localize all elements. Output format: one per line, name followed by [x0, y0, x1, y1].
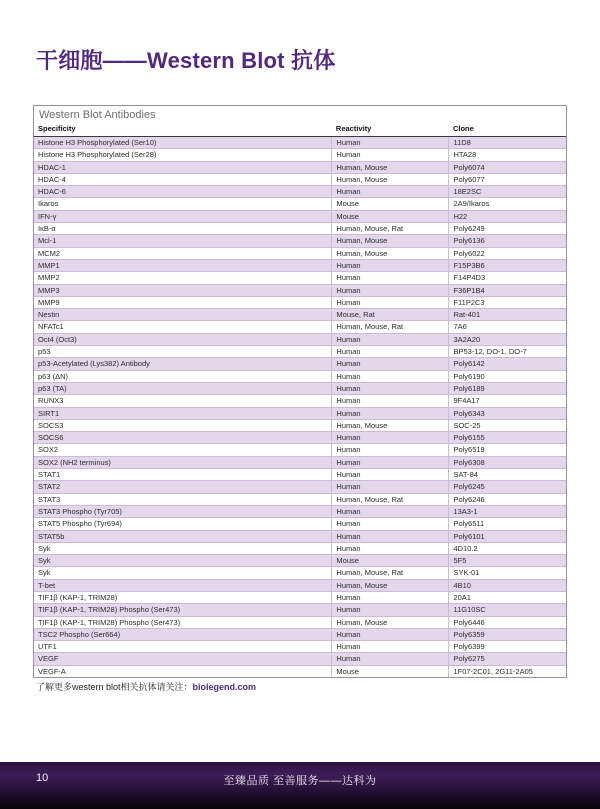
- table-cell: Human, Mouse: [332, 173, 449, 185]
- table-cell: Histone H3 Phosphorylated (Ser28): [34, 149, 332, 161]
- table-row: [34, 616, 566, 628]
- table-cell: SOC-25: [449, 419, 566, 431]
- table-row: [34, 505, 566, 517]
- table-cell: Human, Mouse, Rat: [332, 321, 449, 333]
- table-row: [34, 579, 566, 591]
- table-row: [34, 235, 566, 247]
- table-cell: Ikaros: [34, 198, 332, 210]
- table-cell: MCM2: [34, 247, 332, 259]
- table-cell: VEGF-A: [34, 665, 332, 677]
- table-cell: MMP3: [34, 284, 332, 296]
- table-cell: Mouse: [332, 210, 449, 222]
- table-cell: MMP2: [34, 272, 332, 284]
- table-cell: 11G10SC: [449, 604, 566, 616]
- table-cell: Poly6249: [449, 223, 566, 235]
- table-cell: Poly6308: [449, 456, 566, 468]
- table-cell: Human: [332, 259, 449, 271]
- table-cell: Human: [332, 346, 449, 358]
- table-cell: Poly6245: [449, 481, 566, 493]
- table-cell: HDAC-6: [34, 186, 332, 198]
- table-cell: IκB-α: [34, 223, 332, 235]
- table-row: [34, 247, 566, 259]
- table-cell: SOCS6: [34, 432, 332, 444]
- table-cell: Poly6275: [449, 653, 566, 665]
- table-cell: Poly6359: [449, 628, 566, 640]
- table-cell: Poly6399: [449, 641, 566, 653]
- table-cell: Human: [332, 530, 449, 542]
- table-cell: 18E2SC: [449, 186, 566, 198]
- table-row: [34, 591, 566, 603]
- table-cell: Poly6142: [449, 358, 566, 370]
- table-cell: Poly6446: [449, 616, 566, 628]
- table-row: [34, 173, 566, 185]
- table-cell: Poly6190: [449, 370, 566, 382]
- antibody-table-body: [34, 137, 566, 678]
- table-cell: STAT3: [34, 493, 332, 505]
- table-cell: 3A2A20: [449, 333, 566, 345]
- table-row: [34, 358, 566, 370]
- table-cell: F15P3B6: [449, 259, 566, 271]
- page-title: 干细胞——Western Blot 抗体: [36, 48, 336, 73]
- table-cell: Human: [332, 137, 449, 149]
- table-row: [34, 284, 566, 296]
- table-cell: Human, Mouse: [332, 419, 449, 431]
- table-row: [34, 469, 566, 481]
- table-cell: HTA28: [449, 149, 566, 161]
- table-cell: VEGF: [34, 653, 332, 665]
- footnote: [36, 680, 256, 693]
- table-row: [34, 321, 566, 333]
- table-cell: Mouse: [332, 198, 449, 210]
- table-cell: Mouse: [332, 555, 449, 567]
- column-header-reactivity: Reactivity: [332, 123, 449, 137]
- table-header-row: [34, 123, 566, 137]
- table-cell: RUNX3: [34, 395, 332, 407]
- table-cell: STAT5b: [34, 530, 332, 542]
- table-cell: Mcl-1: [34, 235, 332, 247]
- table-cell: Mouse, Rat: [332, 309, 449, 321]
- table-cell: 7A6: [449, 321, 566, 333]
- table-cell: Human: [332, 604, 449, 616]
- table-cell: Poly6189: [449, 382, 566, 394]
- table-cell: Human: [332, 370, 449, 382]
- table-row: [34, 530, 566, 542]
- column-header-clone: Clone: [449, 123, 566, 137]
- table-cell: Mouse: [332, 665, 449, 677]
- table-cell: IFN-γ: [34, 210, 332, 222]
- table-cell: Syk: [34, 542, 332, 554]
- table-cell: Human: [332, 149, 449, 161]
- column-header-specificity: Specificity: [34, 123, 332, 137]
- biolegend-link[interactable]: biolegend.com: [192, 682, 257, 692]
- table-row: [34, 149, 566, 161]
- table-cell: MMP1: [34, 259, 332, 271]
- table-cell: Poly6155: [449, 432, 566, 444]
- table-cell: 20A1: [449, 591, 566, 603]
- table-cell: TIF1β (KAP-1, TRIM28): [34, 591, 332, 603]
- table-cell: Human: [332, 542, 449, 554]
- table-cell: Poly6343: [449, 407, 566, 419]
- table-cell: STAT3 Phospho (Tyr705): [34, 505, 332, 517]
- table-cell: Poly6101: [449, 530, 566, 542]
- table-cell: Human: [332, 296, 449, 308]
- table-cell: MMP9: [34, 296, 332, 308]
- table-cell: Poly6074: [449, 161, 566, 173]
- table-cell: Human: [332, 444, 449, 456]
- table-cell: Human, Mouse: [332, 161, 449, 173]
- table-row: [34, 223, 566, 235]
- table-cell: p53: [34, 346, 332, 358]
- antibody-table: [33, 105, 567, 678]
- table-cell: Poly6519: [449, 444, 566, 456]
- table-row: [34, 567, 566, 579]
- table-cell: Nestin: [34, 309, 332, 321]
- table-cell: SOX2 (NH2 terminus): [34, 456, 332, 468]
- table-row: [34, 333, 566, 345]
- table-cell: HDAC-4: [34, 173, 332, 185]
- table-cell: 5F5: [449, 555, 566, 567]
- table-cell: Human: [332, 186, 449, 198]
- table-cell: Histone H3 Phosphorylated (Ser10): [38, 138, 157, 147]
- table-title: Western Blot Antibodies: [39, 109, 156, 121]
- footnote-text: 了解更多western blot相关抗体请关注：: [36, 682, 193, 692]
- table-cell: 4D10.2: [449, 542, 566, 554]
- footer-bar: [0, 762, 600, 809]
- table-cell: Human: [332, 628, 449, 640]
- table-cell: NFATc1: [34, 321, 332, 333]
- table-cell: Human: [332, 481, 449, 493]
- table-row: [34, 210, 566, 222]
- table-cell: F14P4D3: [449, 272, 566, 284]
- table-cell: Syk: [34, 567, 332, 579]
- table-row: [34, 309, 566, 321]
- table-row: [34, 518, 566, 530]
- table-row: [34, 542, 566, 554]
- table-cell: F11P2C3: [449, 296, 566, 308]
- table-cell: Human: [332, 653, 449, 665]
- table-cell: Human: [332, 456, 449, 468]
- table-cell: Rat-401: [449, 309, 566, 321]
- table-cell: H22: [449, 210, 566, 222]
- table-cell: 2A9/Ikaros: [449, 198, 566, 210]
- table-cell: BP53-12, DO-1, DO-7: [449, 346, 566, 358]
- table-row: [34, 432, 566, 444]
- table-row: [34, 161, 566, 173]
- table-cell: Human, Mouse, Rat: [332, 493, 449, 505]
- table-cell: STAT2: [34, 481, 332, 493]
- table-cell: Human, Mouse: [332, 235, 449, 247]
- page-number: 10: [36, 772, 49, 784]
- table-cell: 1F07-2C01, 2G11-2A05: [449, 665, 566, 677]
- table-cell: UTF1: [34, 641, 332, 653]
- table-cell: Human, Mouse: [332, 579, 449, 591]
- table-row: [34, 641, 566, 653]
- table-cell: Human: [332, 284, 449, 296]
- table-cell: Human, Mouse, Rat: [332, 567, 449, 579]
- table-row: [34, 346, 566, 358]
- table-cell: Human: [332, 395, 449, 407]
- table-cell: STAT5 Phospho (Tyr694): [34, 518, 332, 530]
- table-cell: F36P1B4: [449, 284, 566, 296]
- table-cell: STAT1: [34, 469, 332, 481]
- table-cell: 11D8: [449, 137, 566, 149]
- table-cell: Human: [332, 641, 449, 653]
- table-cell: 4B10: [449, 579, 566, 591]
- table-cell: 13A3-1: [449, 505, 566, 517]
- table-cell: 9F4A17: [449, 395, 566, 407]
- table-cell: p63 (ΔN): [34, 370, 332, 382]
- table-cell: Poly6246: [449, 493, 566, 505]
- table-cell: Poly6077: [449, 173, 566, 185]
- table-cell: Poly6136: [449, 235, 566, 247]
- footer-slogan: 至臻品质 至善服务——达科为: [223, 775, 377, 787]
- table-cell: p53-Acetylated (Lys382) Antibody: [34, 358, 332, 370]
- table-cell: TIF1β (KAP-1, TRIM28) Phospho (Ser473): [34, 616, 332, 628]
- table-cell: Human: [332, 432, 449, 444]
- table-cell: Human: [332, 358, 449, 370]
- table-cell: SIRT1: [34, 407, 332, 419]
- table-cell: p63 (TA): [34, 382, 332, 394]
- table-cell: Human: [332, 505, 449, 517]
- table-cell: TIF1β (KAP-1, TRIM28) Phospho (Ser473): [34, 604, 332, 616]
- table-row: [34, 407, 566, 419]
- table-cell: TSC2 Phospho (Ser664): [34, 628, 332, 640]
- table-cell: T-bet: [34, 579, 332, 591]
- table-row: [34, 296, 566, 308]
- table-cell: Human: [332, 591, 449, 603]
- table-cell: Poly6022: [449, 247, 566, 259]
- table-row: [34, 456, 566, 468]
- table-row: [34, 382, 566, 394]
- table-cell: SOCS3: [34, 419, 332, 431]
- table-row: [34, 555, 566, 567]
- table-row: [34, 665, 566, 677]
- table-row: [34, 444, 566, 456]
- table-row: [34, 272, 566, 284]
- table-cell: Oct4 (Oct3): [34, 333, 332, 345]
- table-cell: Human: [332, 272, 449, 284]
- table-cell: Syk: [34, 555, 332, 567]
- table-cell: Human: [332, 407, 449, 419]
- table-cell: SAT-84: [449, 469, 566, 481]
- table-row: [34, 198, 566, 210]
- table-row: [34, 259, 566, 271]
- table-row: [34, 395, 566, 407]
- table-row: [34, 604, 566, 616]
- table-row: [34, 493, 566, 505]
- table-row: [34, 481, 566, 493]
- table-cell: HDAC-1: [34, 161, 332, 173]
- table-row: [34, 370, 566, 382]
- table-cell: Human: [332, 333, 449, 345]
- table-cell: Human: [332, 382, 449, 394]
- table-cell: SOX2: [34, 444, 332, 456]
- table-cell: Human: [332, 518, 449, 530]
- table-row: [34, 137, 566, 149]
- table-cell: SYK-01: [449, 567, 566, 579]
- table-row: [34, 419, 566, 431]
- table-cell: Human, Mouse: [332, 616, 449, 628]
- table-cell: Human: [332, 469, 449, 481]
- table-cell: Human, Mouse: [332, 247, 449, 259]
- table-cell: Poly6511: [449, 518, 566, 530]
- table-cell: Human, Mouse, Rat: [332, 223, 449, 235]
- table-row: [34, 653, 566, 665]
- table-row: [34, 186, 566, 198]
- table-row: [34, 628, 566, 640]
